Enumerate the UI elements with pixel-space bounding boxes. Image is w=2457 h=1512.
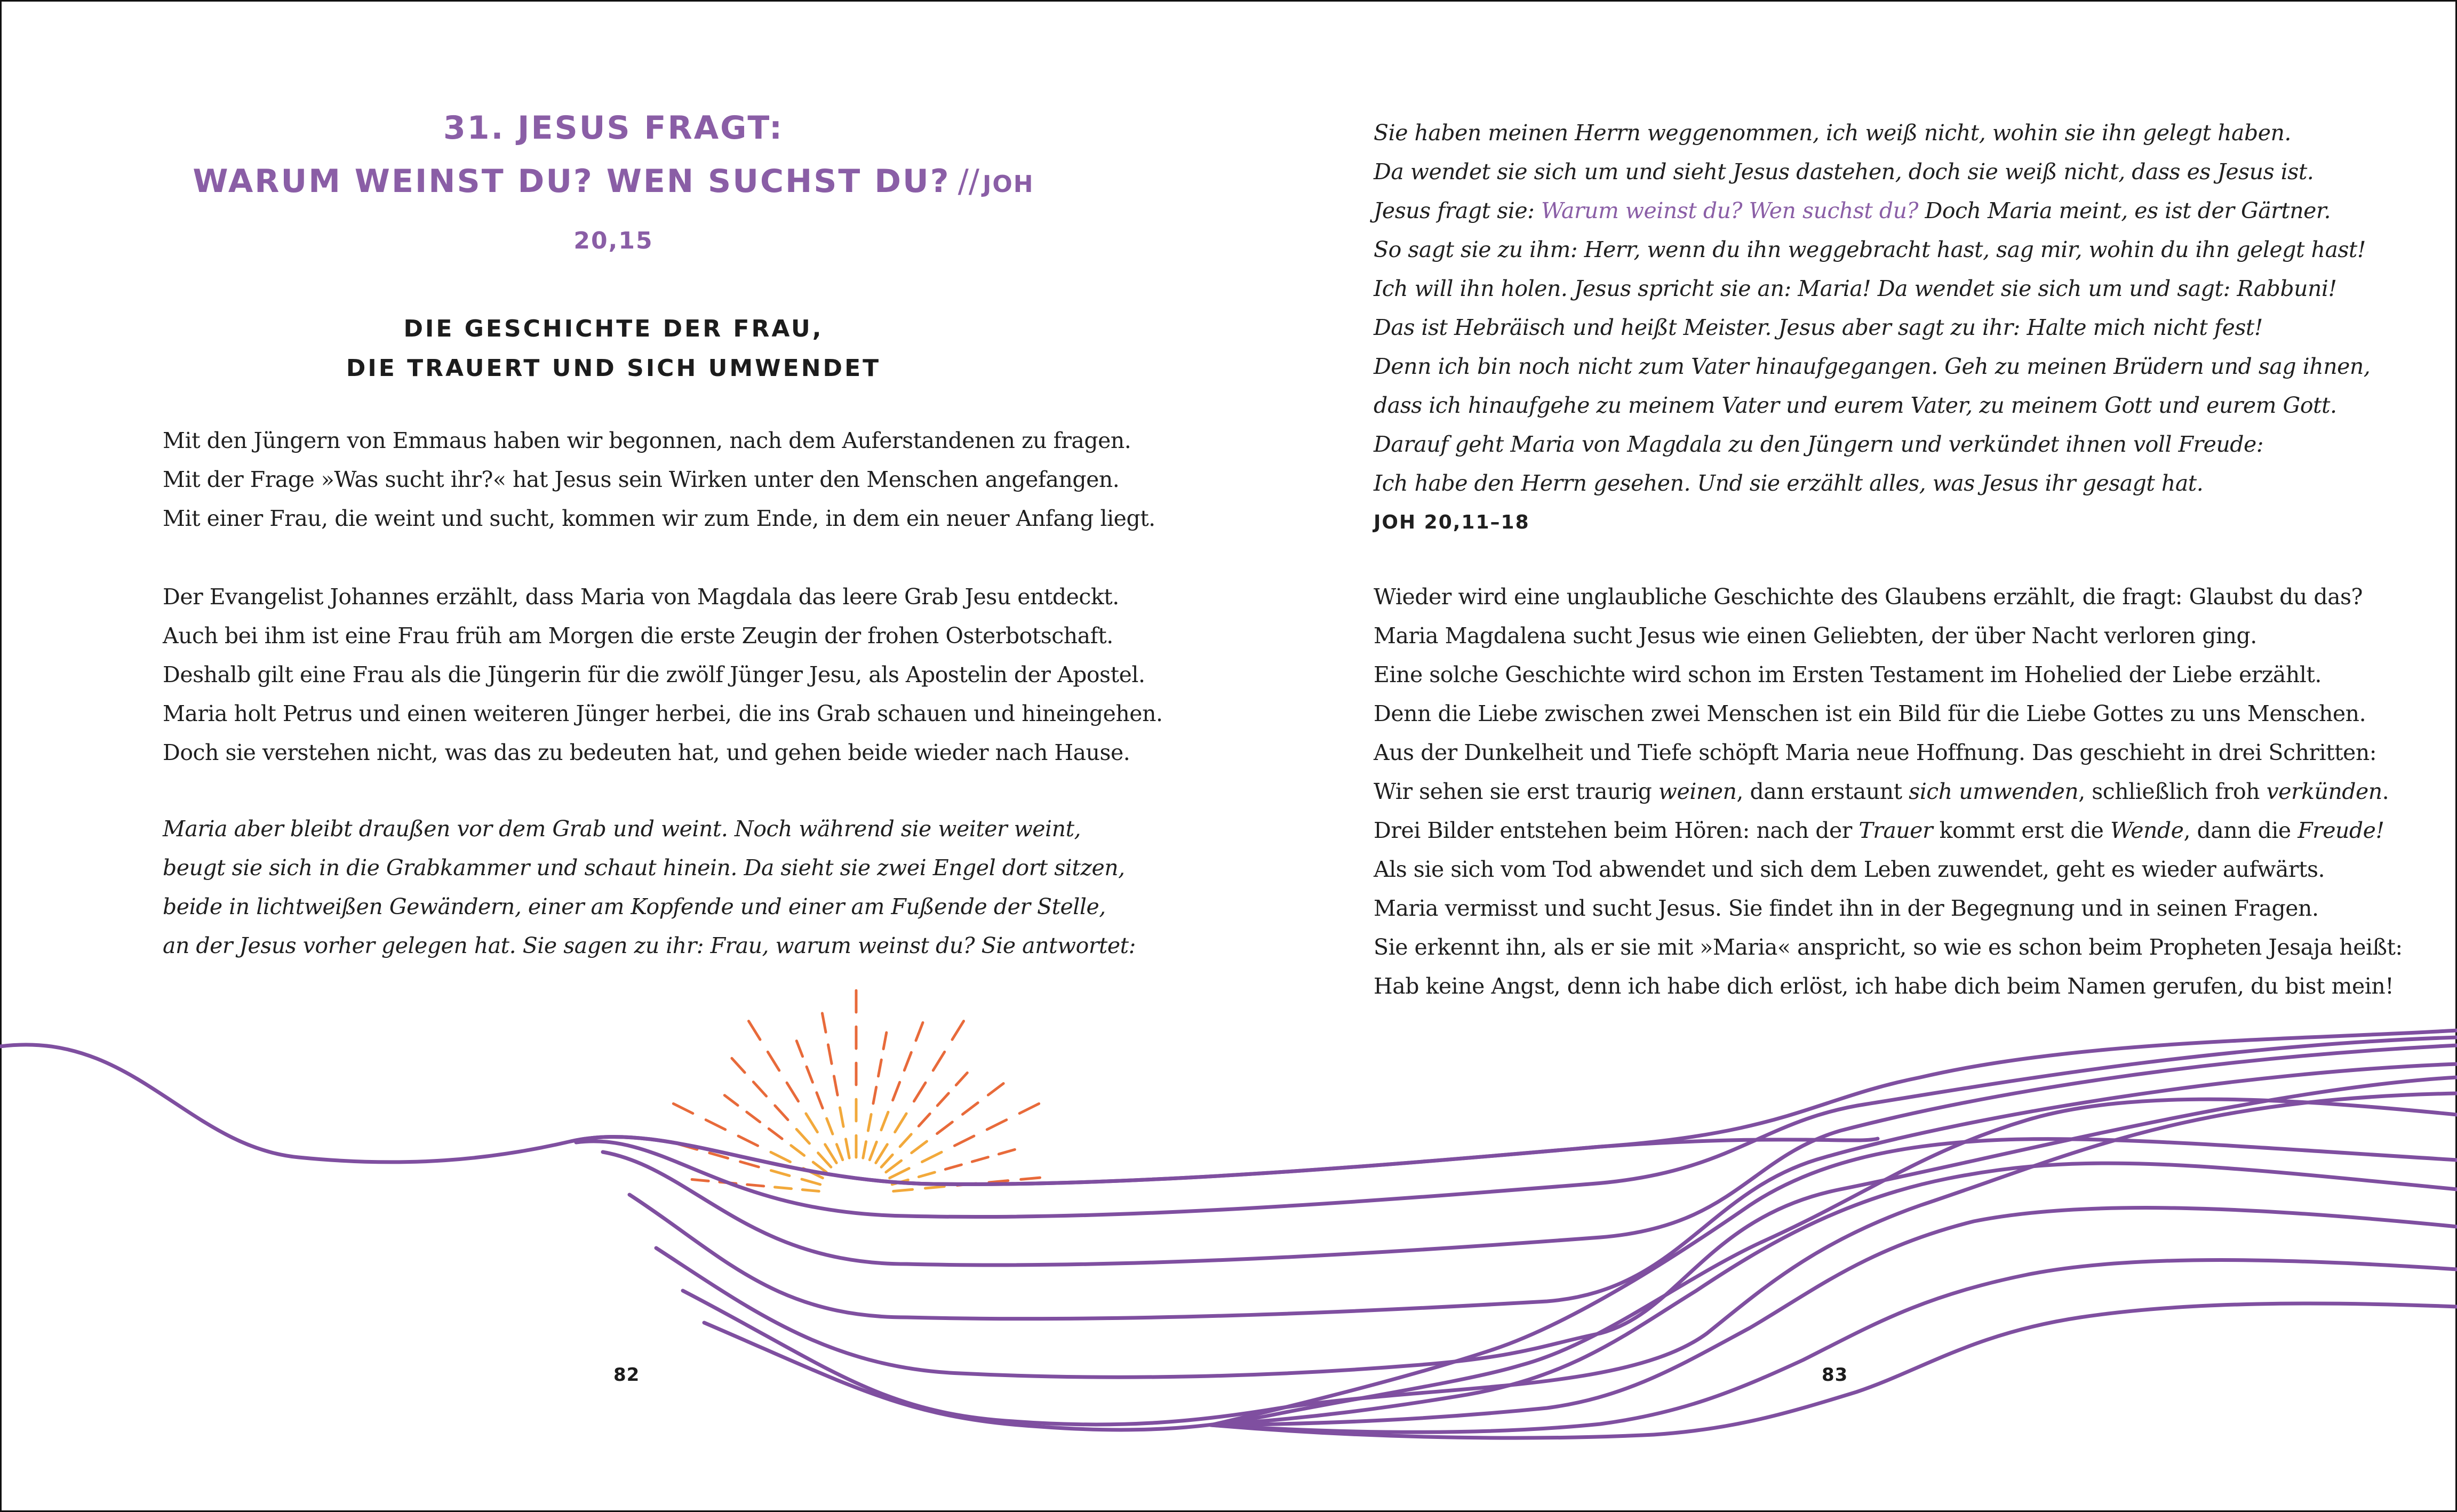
text-line: Doch sie verstehen nicht, was das zu bedeuten hat, und gehen beide wieder nach Hause.	[163, 740, 1130, 765]
scripture-passage-part1	[163, 810, 1136, 965]
subheading-line2: DIE TRAUERT UND SICH UMWENDET	[346, 355, 881, 382]
text-line: Maria vermisst und sucht Jesus. Sie findet ihn in der Begegnung und in seinen Fragen.	[1374, 895, 2319, 921]
text-fragment: Jesus fragt sie:	[1374, 198, 1541, 223]
title-reference: JOH 20,15	[573, 171, 1034, 254]
text-fragment: Doch Maria meint, es ist der Gärtner.	[1918, 198, 2331, 223]
intro-paragraph	[163, 421, 1155, 538]
emphasis: sich umwenden	[1909, 779, 2079, 804]
text-line: beide in lichtweißen Gewändern, einer am Kopfende und einer am Fußende der Stelle,	[163, 894, 1106, 919]
text-line: Eine solche Geschichte wird schon im Ersten Testament im Hohelied der Liebe erzählt.	[1374, 662, 2322, 687]
emphasis: Freude!	[2298, 818, 2384, 843]
scripture-passage-part2	[1374, 114, 2371, 542]
emphasis: Trauer	[1858, 818, 1933, 843]
text-line: beugt sie sich in die Grabkammer und schaut hinein. Da sieht sie zwei Engel dort sitzen,	[163, 855, 1125, 881]
chapter-title-question: WARUM WEINST DU? WEN SUCHST DU?	[193, 163, 951, 200]
emphasis: weinen	[1658, 779, 1737, 804]
text-line: Denn die Liebe zwischen zwei Menschen ist ein Bild für die Liebe Gottes zu uns Menschen.	[1374, 701, 2366, 726]
emphasis: Wende	[2110, 818, 2184, 843]
text-line: Hab keine Angst, denn ich habe dich erlöst, ich habe dich beim Namen gerufen, du bist mein!	[1374, 973, 2394, 999]
text-line: Sie haben meinen Herrn weggenommen, ich weiß nicht, wohin sie ihn gelegt haben.	[1374, 120, 2291, 146]
text-line: Maria aber bleibt draußen vor dem Grab und weint. Noch während sie weiter weint,	[163, 816, 1081, 842]
text-line: Auch bei ihm ist eine Frau früh am Morgen die erste Zeugin der frohen Osterbotschaft.	[163, 623, 1113, 649]
chapter-title-line1: 31. JESUS FRAGT:	[443, 109, 784, 147]
text-line: Aus der Dunkelheit und Tiefe schöpft Maria neue Hoffnung. Das geschieht in drei Schritten:	[1374, 740, 2377, 765]
text-fragment: .	[2382, 779, 2389, 804]
text-line	[1374, 811, 2384, 850]
text-fragment: Wir sehen sie erst traurig	[1374, 779, 1658, 804]
text-line: Darauf geht Maria von Magdala zu den Jüngern und verkündet ihnen voll Freude:	[1374, 431, 2264, 457]
page-number-left: 82	[613, 1364, 640, 1386]
subheading-line1: DIE GESCHICHTE DER FRAU,	[403, 315, 824, 342]
section-subheading	[267, 309, 960, 388]
chapter-title	[160, 101, 1067, 268]
text-line: Maria holt Petrus und einen weiteren Jünger herbei, die ins Grab schauen und hineingehen.	[163, 701, 1163, 726]
page-number-right: 83	[1822, 1364, 1848, 1386]
text-line: So sagt sie zu ihm: Herr, wenn du ihn weggebracht hast, sag mir, wohin du ihn gelegt hast!	[1374, 237, 2366, 262]
text-line: Mit der Frage »Was sucht ihr?« hat Jesus sein Wirken unter den Menschen angefangen.	[163, 467, 1120, 492]
title-separator: //	[958, 163, 980, 200]
text-line: Der Evangelist Johannes erzählt, dass Maria von Magdala das leere Grab Jesu entdeckt.	[163, 584, 1119, 610]
text-fragment: Drei Bilder entstehen beim Hören: nach der	[1374, 818, 1859, 843]
text-line: dass ich hinaufgehe zu meinem Vater und eurem Vater, zu meinem Gott und eurem Gott.	[1374, 393, 2337, 418]
text-line: Deshalb gilt eine Frau als die Jüngerin für die zwölf Jünger Jesu, als Apostelin der Apostel.	[163, 662, 1145, 687]
text-line: Wieder wird eine unglaubliche Geschichte des Glaubens erzählt, die fragt: Glaubst du das?	[1374, 584, 2363, 610]
text-line: Da wendet sie sich um und sieht Jesus dastehen, doch sie weiß nicht, dass es Jesus ist.	[1374, 159, 2314, 185]
text-line: Als sie sich vom Tod abwendet und sich dem Leben zuwendet, geht es wieder aufwärts.	[1374, 857, 2325, 882]
text-fragment: , dann die	[2183, 818, 2298, 843]
text-line: Maria Magdalena sucht Jesus wie einen Geliebten, der über Nacht verloren ging.	[1374, 623, 2257, 649]
text-line: Mit den Jüngern von Emmaus haben wir begonnen, nach dem Auferstandenen zu fragen.	[163, 428, 1131, 453]
scripture-source: JOH 20,11–18	[1374, 511, 1530, 533]
text-line: an der Jesus vorher gelegen hat. Sie sagen zu ihr: Frau, warum weinst du? Sie antwortet:	[163, 933, 1136, 958]
text-fragment: kommt erst die	[1933, 818, 2110, 843]
text-fragment: , dann erstaunt	[1736, 779, 1909, 804]
emphasis: verkünden	[2266, 779, 2382, 804]
text-fragment: , schließlich froh	[2078, 779, 2267, 804]
text-line: Das ist Hebräisch und heißt Meister. Jesus aber sagt zu ihr: Halte mich nicht fest!	[1374, 315, 2263, 340]
highlighted-question: Warum weinst du? Wen suchst du?	[1541, 198, 1918, 223]
text-line: Ich habe den Herrn gesehen. Und sie erzählt alles, was Jesus ihr gesagt hat.	[1374, 470, 2204, 496]
reflection-paragraph	[1374, 578, 2403, 1006]
text-line: Sie erkennt ihn, als er sie mit »Maria« anspricht, so wie es schon beim Propheten Jesaja heißt:	[1374, 934, 2403, 960]
johannes-paragraph	[163, 578, 1163, 772]
chapter-title-line2	[160, 155, 1067, 268]
text-line: Ich will ihn holen. Jesus spricht sie an: Maria! Da wendet sie sich um und sagt: Rabbuni!	[1374, 276, 2337, 301]
text-line: Mit einer Frau, die weint und sucht, kommen wir zum Ende, in dem ein neuer Anfang liegt.	[163, 506, 1155, 531]
text-line: Denn ich bin noch nicht zum Vater hinaufgegangen. Geh zu meinen Brüdern und sag ihnen,	[1374, 354, 2371, 379]
text-line	[1374, 772, 2389, 811]
text-line	[1374, 191, 2334, 230]
